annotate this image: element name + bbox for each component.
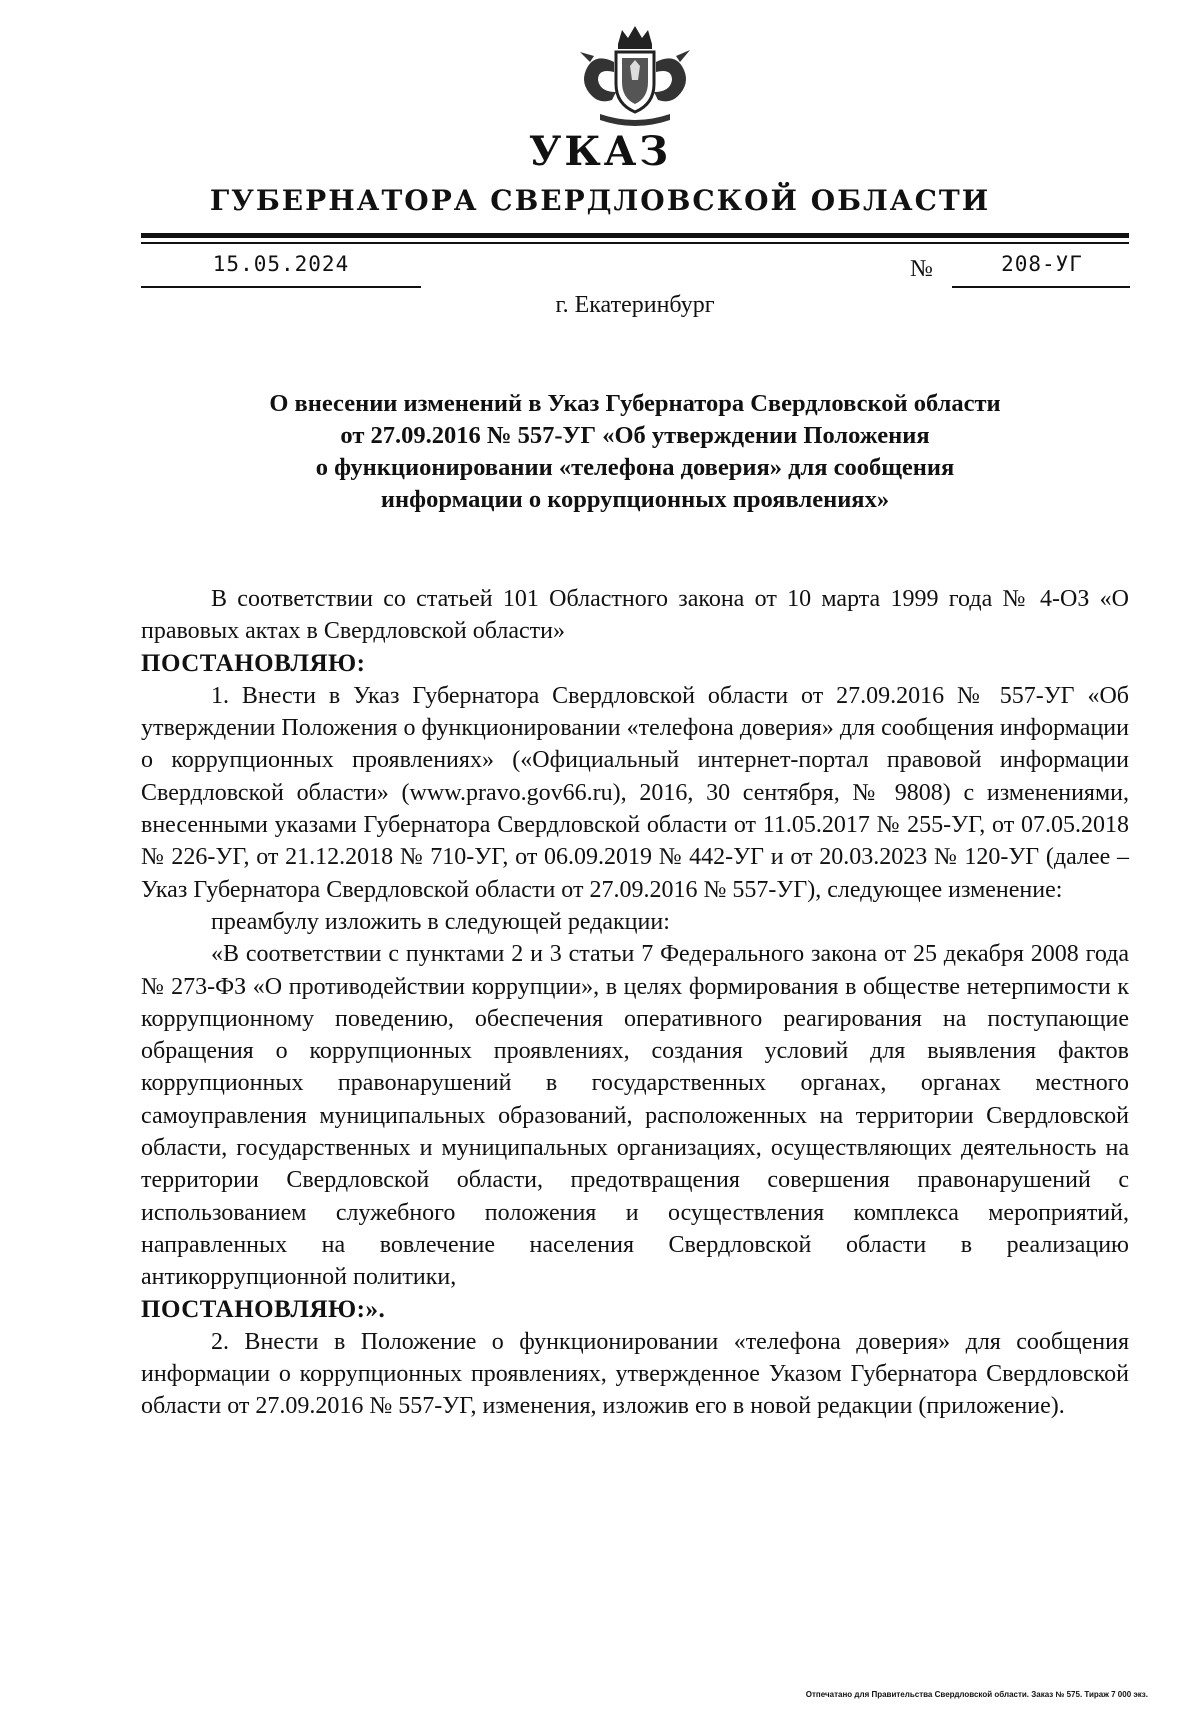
decree-body [141, 583, 1129, 1423]
decree-number: 208-УГ [1001, 252, 1083, 276]
issue-city: г. Екатеринбург [555, 292, 715, 318]
document-title: УКАЗ [528, 128, 672, 175]
item-1-sub-paragraph: преамбулу изложить в следующей редакции: [211, 908, 670, 935]
coat-of-arms-icon [570, 22, 700, 132]
quoted-preamble: «В соответствии с пунктами 2 и 3 статьи 7 Федерального закона от 25 декабря 2008 года № 273-ФЗ «О противодействии коррупции», в целях формирования в обществе нетерпимости к коррупционному поведению, обеспечения оперативного реагирования на поступающие обращения о коррупционных проявлениях, создания условий для выявления фактов коррупционных правонарушений в государственных органах, органах местного самоуправления муниципальных образований, расположенных на территории Свердловской области, государственных и муниципальных организациях, осуществляющих деятельность на территории Свердловской области, предотвращения совершения правонарушений с использованием служебного положения и осуществления комплекса мероприятий, направленных на вовлечение населения Свердловской области в реализацию антикоррупционной политики, [141, 941, 1129, 1291]
preamble-paragraph: В соответствии со статьей 101 Областного закона от 10 марта 1999 года № 4-ОЗ «О правовых актах в Свердловской области» [141, 586, 1129, 645]
decree-heading [141, 388, 1129, 516]
date-underline [141, 286, 421, 288]
decree-word: ПОСТАНОВЛЯЮ: [141, 649, 366, 677]
print-note: Отпечатано для Правительства Свердловской области. Заказ № 575. Тираж 7 000 экз. [805, 1690, 1148, 1699]
quoted-decree-word: ПОСТАНОВЛЯЮ:». [141, 1295, 386, 1323]
decree-date: 15.05.2024 [212, 252, 350, 276]
heading-line: информации о коррупционных проявлениях» [380, 486, 890, 513]
heading-line: от 27.09.2016 № 557-УГ «Об утверждении Положения [340, 422, 930, 449]
number-sign: № [910, 256, 933, 282]
item-2-paragraph: 2. Внести в Положение о функционировании «телефона доверия» для сообщения информации о коррупционных проявлениях, утвержденное Указом Губернатора Свердловской области от 27.09.2016 № 557-УГ, изменения, изложив его в новой редакции (приложение). [141, 1328, 1129, 1420]
heading-line: о функционировании «телефона доверия» для сообщения [315, 454, 955, 481]
header-divider-thick [141, 233, 1129, 238]
header-divider-thin [141, 242, 1129, 244]
number-underline [952, 286, 1130, 288]
issuer-title: ГУБЕРНАТОРА СВЕРДЛОВСКОЙ ОБЛАСТИ [209, 184, 991, 217]
heading-line: О внесении изменений в Указ Губернатора Свердловской области [269, 390, 1001, 417]
item-1-paragraph: 1. Внести в Указ Губернатора Свердловской области от 27.09.2016 № 557-УГ «Об утверждении Положения о функционировании «телефона доверия» для сообщения информации о коррупционных проявлениях» («Официальный интернет-портал правовой информации Свердловской области» (www.pravo.gov66.ru), 2016, 30 сентября, № 9808) с изменениями, внесенными указами Губернатора Свердловской области от 11.05.2017 № 255-УГ, от 07.05.2018 № 226-УГ, от 21.12.2018 № 710-УГ, от 06.09.2019 № 442-УГ и от 20.03.2023 № 120-УГ (далее – Указ Губернатора Свердловской области от 27.09.2016 № 557-УГ), следующее изменение: [141, 682, 1129, 903]
